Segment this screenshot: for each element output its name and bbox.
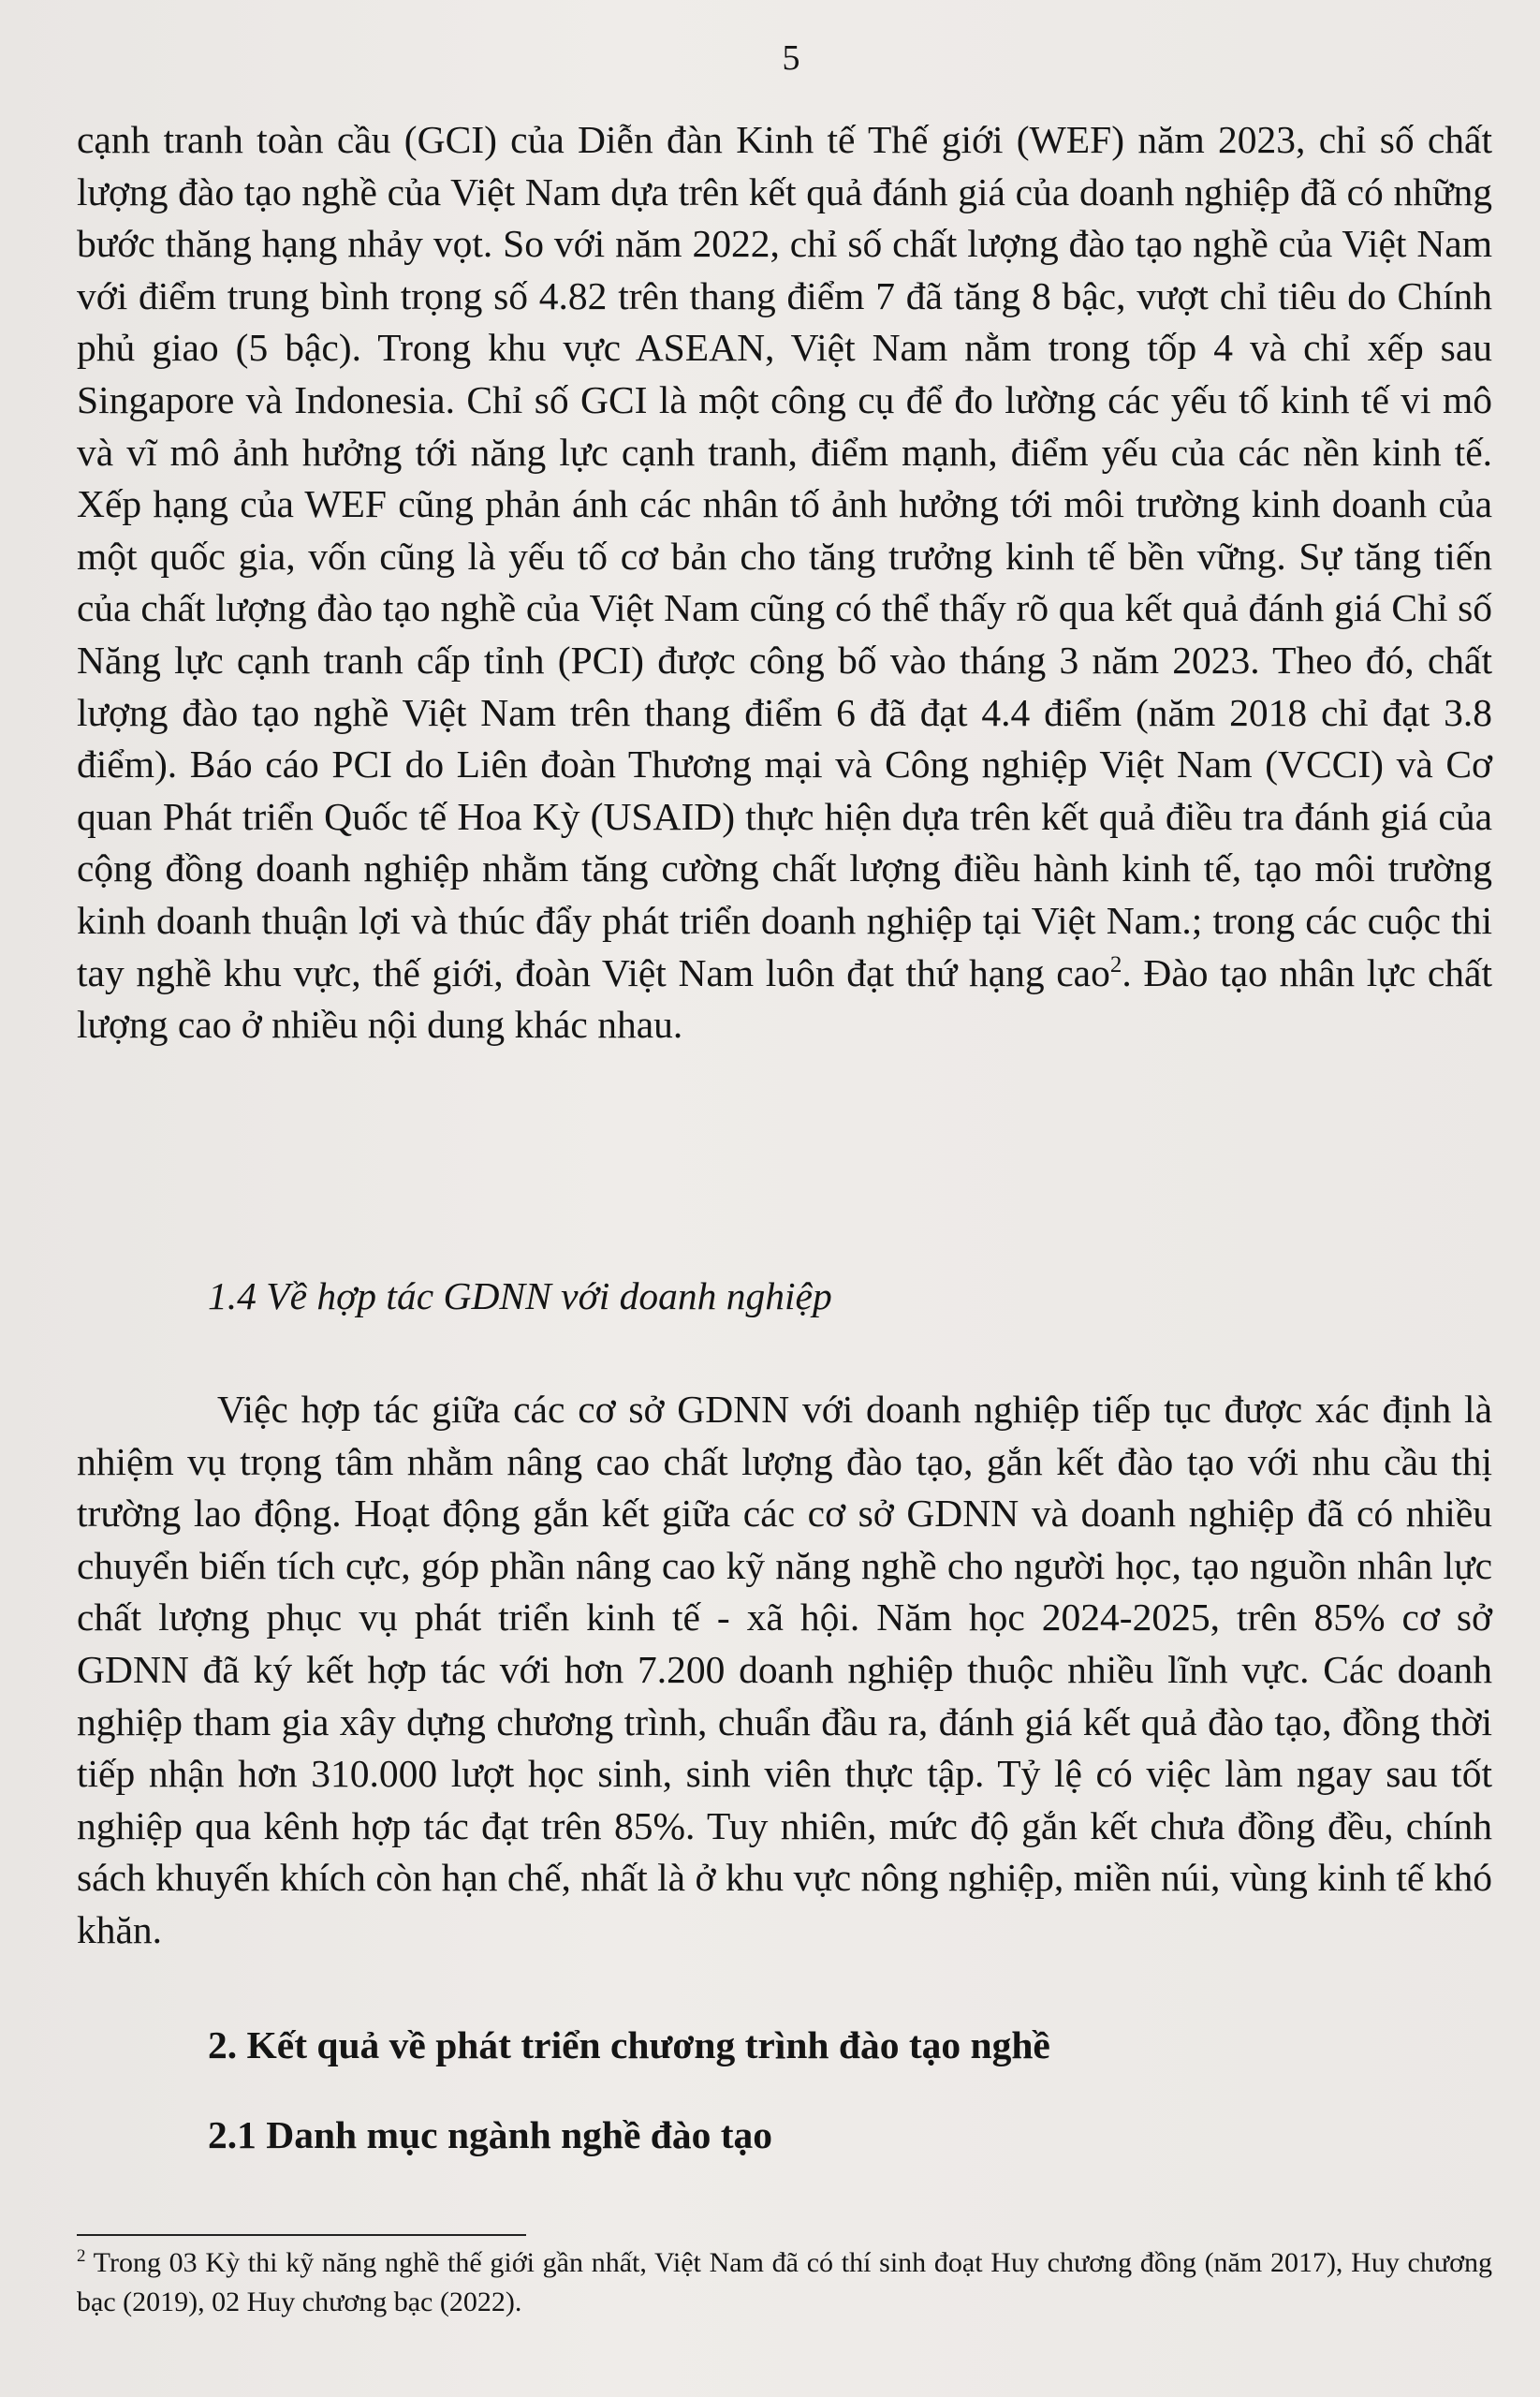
footnote-mark: 2 xyxy=(77,2246,86,2266)
paragraph-cooperation xyxy=(77,1384,1492,1957)
section-2-title: 2. Kết quả về phát triển chương trình đào tạo nghề xyxy=(208,2023,1050,2066)
footnote-divider xyxy=(77,2234,526,2236)
footnote xyxy=(77,2243,1492,2322)
paragraph-1-text-end: . Đào tạo nhân lực chất lượng cao ở nhiều nội dung khác nhau. xyxy=(77,950,1492,1047)
footnote-reference[interactable]: 2 xyxy=(1109,951,1122,978)
paragraph-1-text: cạnh tranh toàn cầu (GCI) của Diễn đàn Kinh tế Thế giới (WEF) năm 2023, chỉ số chất lượng đào tạo nghề của Việt Nam dựa trên kết quả đánh giá của doanh nghiệp đã có những bước thăng hạng nhảy vọt. So với năm 2022, chỉ số chất lượng đào tạo nghề của Việt Nam với điểm trung bình trọng số 4.82 trên thang điểm 7 đã tăng 8 bậc, vượt chỉ tiêu do Chính phủ giao (5 bậc). Trong khu vực ASEAN, Việt Nam nằm trong tốp 4 và chỉ xếp sau Singapore và Indonesia. Chỉ số GCI là một công cụ để đo lường các yếu tố kinh tế vi mô và vĩ mô ảnh hưởng tới năng lực cạnh tranh, điểm mạnh, điểm yếu của các nền kinh tế. Xếp hạng của WEF cũng phản ánh các nhân tố ảnh hưởng tới môi trường kinh doanh của một quốc gia, vốn cũng là yếu tố cơ bản cho tăng trưởng kinh tế bền vững. Sự tăng tiến của chất lượng đào tạo nghề của Việt Nam cũng có thể thấy rõ qua kết quả đánh giá Chỉ số Năng lực cạnh tranh cấp tỉnh (PCI) được công bố vào tháng 3 năm 2023. Theo đó, chất lượng đào tạo nghề Việt Nam trên thang điểm 6 đã đạt 4.4 điểm (năm 2018 chỉ đạt 3.8 điểm). Báo cáo PCI do Liên đoàn Thương mại và Công nghiệp Việt Nam (VCCI) và Cơ quan Phát triển Quốc tế Hoa Kỳ (USAID) thực hiện dựa trên kết quả điều tra đánh giá của cộng đồng doanh nghiệp nhằm tăng cường chất lượng điều hành kinh tế, tạo môi trường kinh doanh thuận lợi và thúc đẩy phát triển doanh nghiệp tại Việt Nam.; trong các cuộc thi tay nghề khu vực, thế giới, đoàn Việt Nam luôn đạt thứ hạng cao xyxy=(77,118,1492,994)
paragraph-2-text: Việc hợp tác giữa các cơ sở GDNN với doanh nghiệp tiếp tục được xác định là nhiệm vụ trọng tâm nhằm nâng cao chất lượng đào tạo, gắn kết đào tạo với nhu cầu thị trường lao động. Hoạt động gắn kết giữa các cơ sở GDNN và doanh nghiệp đã có nhiều chuyển biến tích cực, góp phần nâng cao kỹ năng nghề cho người học, tạo nguồn nhân lực chất lượng phục vụ phát triển kinh tế - xã hội. Năm học 2024-2025, trên 85% cơ sở GDNN đã ký kết hợp tác với hơn 7.200 doanh nghiệp thuộc nhiều lĩnh vực. Các doanh nghiệp tham gia xây dựng chương trình, chuẩn đầu ra, đánh giá kết quả đào tạo, đồng thời tiếp nhận hơn 310.000 lượt học sinh, sinh viên thực tập. Tỷ lệ có việc làm ngay sau tốt nghiệp qua kênh hợp tác đạt trên 85%. Tuy nhiên, mức độ gắn kết chưa đồng đều, chính sách khuyến khích còn hạn chế, nhất là ở khu vực nông nghiệp, miền núi, vùng kinh tế khó khăn. xyxy=(77,1388,1492,1951)
section-2-1-title: 2.1 Danh mục ngành nghề đào tạo xyxy=(208,2113,773,2156)
footnote-text: Trong 03 Kỳ thi kỹ năng nghề thế giới gần nhất, Việt Nam đã có thí sinh đoạt Huy chương đồng (năm 2017), Huy chương bạc (2019), 02 Huy chương bạc (2022). xyxy=(77,2247,1492,2317)
paragraph-gci-pci xyxy=(77,114,1492,1051)
section-1-4-title: 1.4 Về hợp tác GDNN với doanh nghiệp xyxy=(208,1274,832,1317)
page-number: 5 xyxy=(782,38,800,78)
